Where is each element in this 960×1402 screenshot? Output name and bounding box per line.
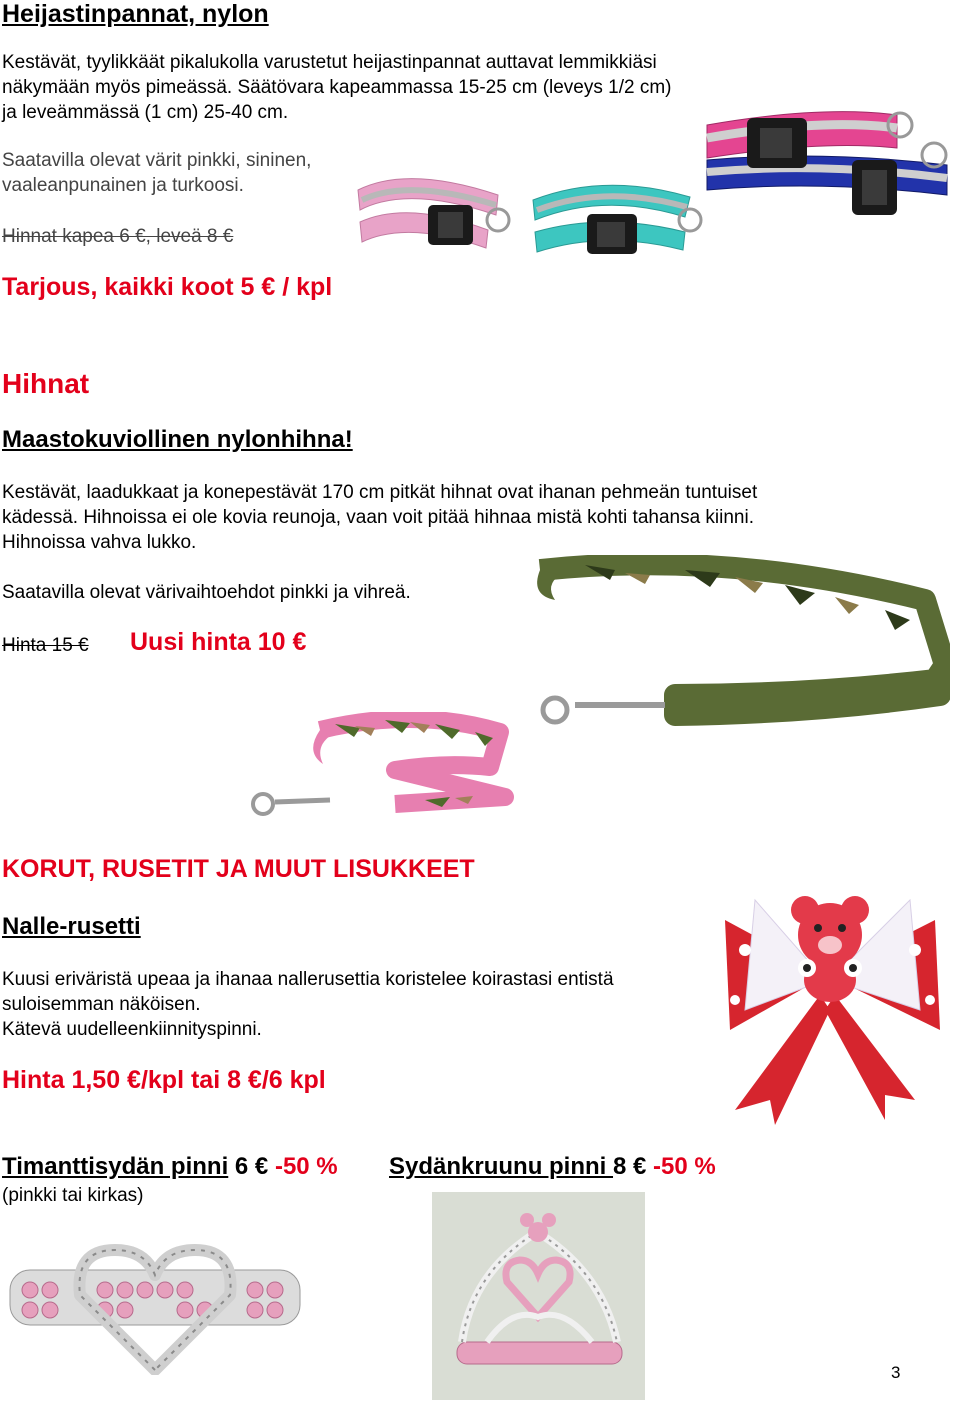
leash-new-price: Uusi hinta 10 € — [130, 628, 307, 656]
collars-desc-line-1: Kestävät, tyylikkäät pikalukolla varustetut heijastinpannat auttavat lemmikkiäsi — [2, 52, 657, 73]
bow-desc-line-1: Kuusi eriväristä upeaa ja ihanaa nallerusettia koristelee koirastasi entistä — [2, 969, 614, 990]
collars-colors — [2, 148, 311, 198]
leash-description — [2, 480, 942, 555]
green-camo-leash-image — [525, 555, 950, 730]
bow-title: Nalle-rusetti — [2, 913, 141, 940]
leash-desc-line-2: kädessä. Hihnoissa ei ole kovia reunoja, vaan voit pitää hihnaa mistä kohti tahansa kiinni. — [2, 507, 755, 528]
leash-desc-line-3: Hihnoissa vahva lukko. — [2, 532, 197, 553]
pin1-discount: -50 % — [274, 1153, 338, 1180]
teddy-bow-image — [715, 880, 950, 1135]
pin1-name: Timanttisydän pinni — [2, 1153, 229, 1180]
collars-old-price: Hinnat kapea 6 €, leveä 8 € — [2, 226, 234, 247]
pink-collar-image — [348, 160, 513, 255]
collars-colors-line-2: vaaleanpunainen ja turkoosi. — [2, 175, 244, 196]
pin1-price: 6 € — [228, 1153, 275, 1180]
teal-collar-image — [525, 172, 705, 262]
page-number: 3 — [891, 1363, 901, 1382]
pin2-discount: -50 % — [653, 1153, 716, 1180]
collars-desc-line-2: näkymään myös pimeässä. Säätövara kapeammassa 15-25 cm (leveys 1/2 cm) — [2, 77, 672, 98]
heart-crown-pin-image — [432, 1192, 645, 1400]
pink-camo-leash-image — [245, 712, 520, 820]
collars-title: Heijastinpannat, nylon — [2, 0, 269, 28]
leash-colors: Saatavilla olevat värivaihtoehdot pinkki ja vihreä. — [2, 582, 411, 603]
pin2-price: 8 € — [613, 1153, 654, 1180]
collars-desc-line-3: ja leveämmässä (1 cm) 25-40 cm. — [2, 102, 289, 123]
leash-old-price: Hinta 15 € — [2, 635, 89, 656]
bow-desc-line-3: Kätevä uudelleenkiinnityspinni. — [2, 1019, 262, 1040]
collars-colors-line-1: Saatavilla olevat värit pinkki, sininen, — [2, 150, 312, 171]
bow-price: Hinta 1,50 €/kpl tai 8 €/6 kpl — [2, 1066, 326, 1094]
diamond-heart-pin-image — [5, 1235, 305, 1375]
leash-title: Maastokuviollinen nylonhihna! — [2, 426, 353, 453]
bow-desc-line-2: suloisemman näköisen. — [2, 994, 201, 1015]
bow-description — [2, 967, 722, 1042]
hotpink-blue-collars-image — [702, 100, 957, 225]
pin2-name: Sydänkruunu pinni — [389, 1153, 614, 1180]
pin1-note: (pinkki tai kirkas) — [2, 1185, 144, 1206]
pin1-heading — [2, 1153, 338, 1181]
pin2-heading — [389, 1153, 716, 1181]
leashes-section-title: Hihnat — [2, 368, 90, 399]
collars-description — [2, 50, 802, 125]
accessories-section-title: KORUT, RUSETIT JA MUUT LISUKKEET — [2, 855, 475, 883]
collars-offer-price: Tarjous, kaikki koot 5 € / kpl — [2, 273, 333, 301]
leash-desc-line-1: Kestävät, laadukkaat ja konepestävät 170 cm pitkät hihnat ovat ihanan pehmeän tuntuiset — [2, 482, 758, 503]
